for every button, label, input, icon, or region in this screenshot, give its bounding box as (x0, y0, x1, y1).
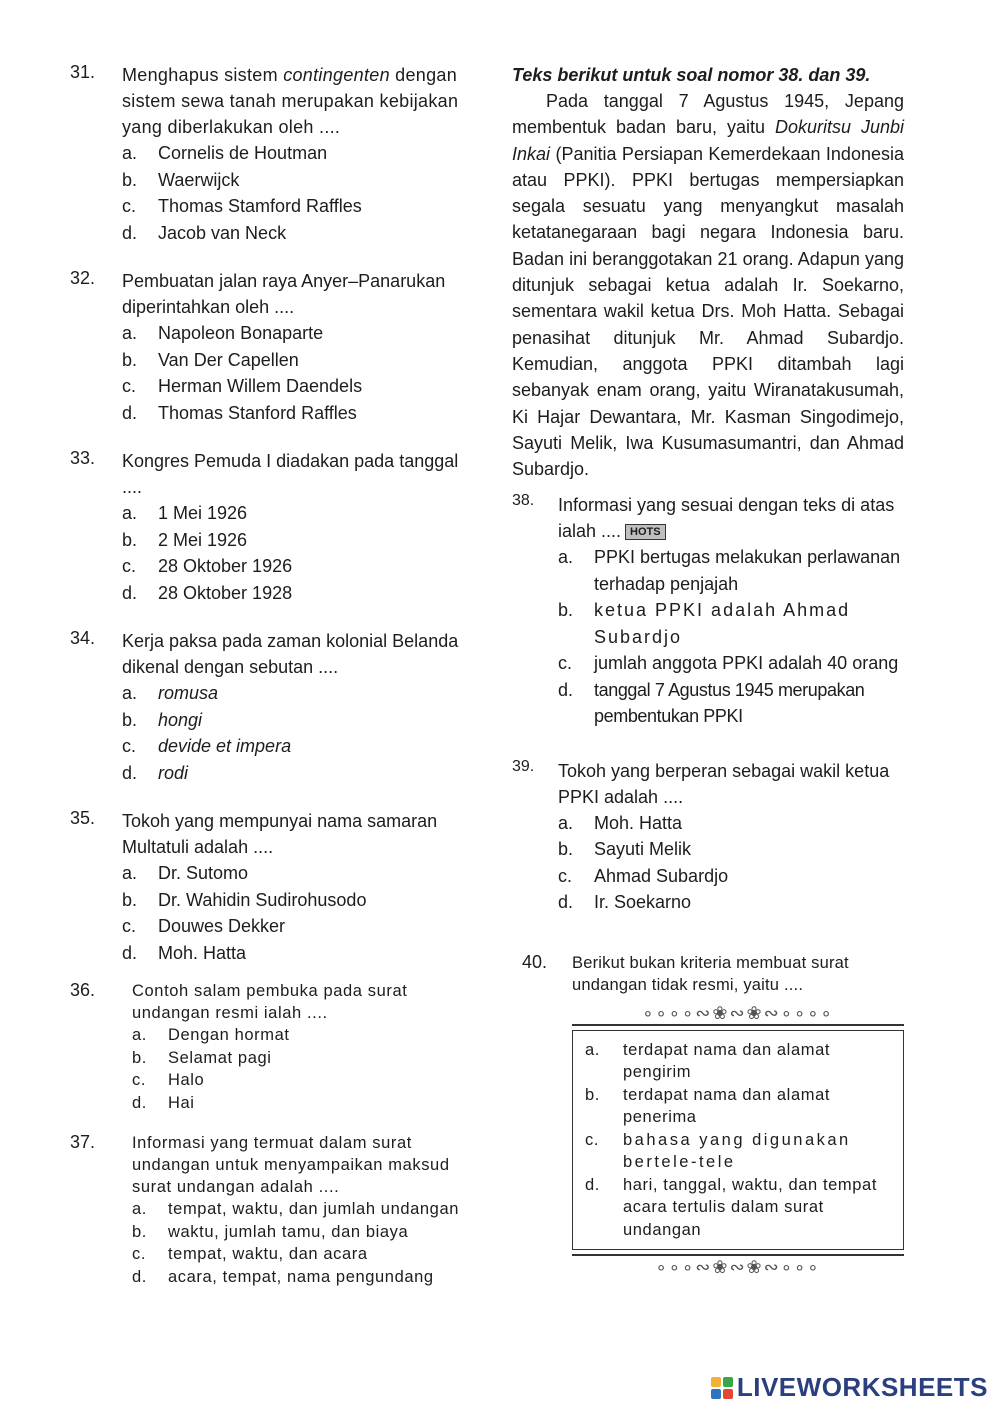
option-a[interactable] (132, 1198, 470, 1221)
question-text (558, 492, 904, 544)
option-text: waktu, jumlah tamu, dan biaya (168, 1222, 409, 1241)
option-letter: d. (122, 222, 138, 243)
option-letter: c. (122, 736, 137, 756)
option-text: Van Der Capellen (158, 349, 299, 370)
option-text: 2 Mei 1926 (158, 529, 248, 550)
option-text: Dr. Sutomo (158, 863, 249, 883)
question-number: 37. (70, 1132, 96, 1152)
option-a[interactable] (132, 1024, 470, 1047)
question-number: 38. (512, 492, 535, 510)
option-text: bahasa yang digunakan bertele-tele (623, 1130, 851, 1172)
option-letter: d. (122, 942, 138, 963)
option-letter: d. (122, 582, 138, 603)
option-text: Waerwijck (158, 169, 240, 190)
option-text: 28 Oktober 1926 (158, 556, 293, 576)
option-d[interactable] (132, 1266, 470, 1289)
option-text: Ahmad Subardjo (594, 865, 729, 886)
question-text: Tokoh yang berperan sebagai wakil ketua PPKI adalah .... (558, 760, 890, 807)
ornament-rule (572, 1024, 904, 1026)
option-letter: c. (558, 653, 573, 674)
question-text: Kerja paksa pada zaman kolonial Belanda dikenal dengan sebutan .... (122, 631, 459, 677)
question-text (122, 62, 470, 140)
option-text: tanggal 7 Agustus 1945 merupakan pembentukan PPKI (594, 679, 865, 727)
term-contingenten: contingenten (283, 65, 390, 85)
option-letter: d. (132, 1093, 147, 1112)
option-text: Hai (168, 1093, 195, 1112)
question-40 (512, 952, 904, 1279)
option-a[interactable] (122, 500, 470, 527)
logo-square (711, 1389, 721, 1399)
option-letter: d. (122, 762, 138, 783)
option-b[interactable] (132, 1221, 470, 1244)
option-b[interactable] (558, 836, 904, 863)
option-text: acara, tempat, nama pengundang (168, 1267, 434, 1286)
option-text: Moh. Hatta (594, 812, 683, 833)
option-text: tempat, waktu, dan jumlah undangan (168, 1200, 459, 1218)
liveworksheets-brand (711, 1372, 988, 1403)
question-38 (512, 492, 904, 730)
option-letter: a. (558, 547, 574, 568)
option-letter: d. (558, 892, 574, 913)
question-number: 31. (70, 62, 96, 82)
option-text: jumlah anggota PPKI adalah 40 orang (594, 653, 899, 674)
option-text: hongi (158, 709, 203, 730)
option-text: Halo (168, 1071, 205, 1089)
option-c[interactable] (558, 650, 904, 677)
question-text: Kongres Pemuda I diadakan pada tanggal .... (122, 451, 459, 497)
option-text: ketua PPKI adalah Ahmad Subardjo (594, 600, 851, 647)
left-column (70, 62, 470, 1288)
option-letter: d. (122, 402, 138, 423)
option-letter: c. (122, 916, 137, 936)
option-letter: b. (122, 169, 138, 190)
option-text: Napoleon Bonaparte (158, 323, 324, 343)
option-b[interactable] (122, 527, 470, 554)
question-32 (70, 268, 470, 426)
options-list (122, 140, 470, 246)
logo-square (711, 1377, 721, 1387)
option-letter: a. (558, 812, 574, 833)
option-c[interactable] (122, 913, 470, 940)
question-number: 35. (70, 808, 96, 828)
option-text: Dengan hormat (168, 1026, 290, 1044)
question-number: 39. (512, 757, 535, 775)
option-b[interactable] (122, 887, 470, 914)
option-a[interactable] (585, 1039, 891, 1084)
option-text: romusa (158, 683, 219, 703)
option-letter: c. (558, 865, 573, 886)
option-letter: b. (132, 1222, 147, 1241)
option-a[interactable] (122, 320, 470, 347)
option-letter: a. (132, 1200, 147, 1218)
option-letter: b. (122, 529, 138, 550)
passage-title: Teks berikut untuk soal nomor 38. dan 39. (512, 65, 871, 85)
option-a[interactable] (558, 544, 904, 597)
options-list (122, 320, 470, 426)
option-d[interactable] (132, 1092, 470, 1115)
options-list (132, 1198, 470, 1288)
option-letter: b. (122, 889, 138, 910)
option-a[interactable] (122, 860, 470, 887)
option-c[interactable] (585, 1129, 891, 1174)
option-letter: c. (122, 376, 137, 396)
question-number: 34. (70, 628, 96, 648)
option-c[interactable] (122, 733, 470, 760)
options-list (122, 860, 470, 966)
option-letter: c. (122, 556, 137, 576)
question-text: Contoh salam pembuka pada surat undangan resmi ialah .... (132, 982, 408, 1022)
question-text-part: dengan sistem sewa tanah merupakan kebijakan yang diberlakukan oleh .... (122, 65, 459, 137)
option-text: Selamat pagi (168, 1048, 272, 1067)
option-letter: b. (585, 1085, 600, 1104)
option-text: Ir. Soekarno (594, 892, 692, 913)
question-34 (70, 628, 470, 786)
option-letter: c. (132, 1245, 147, 1263)
logo-square (723, 1377, 733, 1387)
option-c[interactable] (132, 1069, 470, 1092)
question-31 (70, 62, 470, 246)
right-column (512, 62, 904, 1278)
option-text: Thomas Stanford Raffles (158, 402, 357, 423)
option-letter: d. (585, 1175, 600, 1194)
option-text: devide et impera (158, 736, 292, 756)
options-list (585, 1039, 891, 1242)
option-letter: a. (132, 1026, 147, 1044)
question-text: Informasi yang termuat dalam surat undangan untuk menyampaikan maksud surat undangan adalah .... (132, 1134, 450, 1196)
options-list (122, 500, 470, 606)
option-letter: c. (122, 196, 137, 216)
option-letter: d. (558, 679, 574, 700)
option-d[interactable] (122, 940, 470, 967)
question-number: 36. (70, 980, 96, 1000)
option-text: hari, tanggal, waktu, dan tempat acara tertulis dalam surat undangan (623, 1175, 878, 1239)
question-text: Berikut bukan kriteria membuat surat undangan tidak resmi, yaitu .... (572, 953, 849, 994)
option-d[interactable] (558, 889, 904, 916)
option-c[interactable] (122, 553, 470, 580)
option-c[interactable] (122, 373, 470, 400)
option-text: Douwes Dekker (158, 916, 286, 936)
option-text: Dr. Wahidin Sudirohusodo (158, 889, 367, 910)
question-number: 33. (70, 448, 96, 468)
option-d[interactable] (122, 580, 470, 607)
option-d[interactable] (558, 677, 904, 730)
passage-part: Pada tanggal 7 Agustus 1945, Jepang membentuk badan baru, yaitu (512, 91, 904, 138)
question-35 (70, 808, 470, 966)
option-letter: a. (122, 323, 138, 343)
liveworksheets-wordmark: LIVEWORKSHEETS (736, 1372, 988, 1402)
question-37 (70, 1132, 470, 1288)
option-text: Herman Willem Daendels (158, 376, 363, 396)
passage-text (512, 88, 904, 482)
liveworksheets-logo-icon (711, 1377, 733, 1399)
option-b[interactable] (122, 167, 470, 194)
option-d[interactable] (122, 760, 470, 787)
option-b[interactable] (558, 597, 904, 650)
ornament-bottom-icon: ∘∘∘∾❀∾❀∾∘∘∘ (655, 1257, 821, 1278)
question-33 (70, 448, 470, 606)
option-a[interactable] (558, 810, 904, 837)
option-letter: b. (122, 709, 138, 730)
option-letter: b. (122, 349, 138, 370)
option-a[interactable] (122, 140, 470, 167)
option-d[interactable] (585, 1174, 891, 1242)
option-d[interactable] (122, 400, 470, 427)
option-a[interactable] (122, 680, 470, 707)
passage-term: Dokuritsu Junbi Inkai (512, 117, 904, 164)
option-text: 1 Mei 1926 (158, 503, 248, 523)
option-letter: b. (558, 839, 574, 860)
option-b[interactable] (585, 1084, 891, 1129)
option-c[interactable] (132, 1243, 470, 1266)
question-text: Pembuatan jalan raya Anyer–Panarukan diperintahkan oleh .... (122, 271, 446, 317)
option-letter: a. (122, 863, 138, 883)
option-letter: b. (558, 600, 574, 621)
option-letter: a. (122, 143, 138, 163)
option-letter: c. (585, 1130, 600, 1149)
option-letter: a. (122, 503, 138, 523)
question-number: 32. (70, 268, 96, 288)
options-list (132, 1024, 470, 1114)
options-frame (572, 1002, 904, 1279)
option-text: Thomas Stamford Raffles (158, 196, 362, 216)
question-36 (70, 980, 470, 1114)
options-list (558, 544, 904, 730)
options-list (122, 680, 470, 786)
options-box (572, 1030, 904, 1251)
option-text: Moh. Hatta (158, 942, 247, 963)
option-text: tempat, waktu, dan acara (168, 1245, 368, 1263)
option-text: terdapat nama dan alamat penerima (623, 1085, 831, 1127)
question-text-part: Informasi yang sesuai dengan teks di atas ialah .... (558, 495, 895, 542)
hots-badge: HOTS (625, 524, 666, 540)
option-text: rodi (158, 762, 189, 783)
question-text: Tokoh yang mempunyai nama samaran Multatuli adalah .... (122, 811, 438, 857)
option-text: terdapat nama dan alamat pengirim (623, 1040, 831, 1082)
option-text: Sayuti Melik (594, 839, 692, 860)
option-c[interactable] (122, 193, 470, 220)
option-letter: c. (132, 1071, 147, 1089)
option-letter: b. (132, 1048, 147, 1067)
logo-square (723, 1389, 733, 1399)
option-letter: d. (132, 1267, 147, 1286)
option-d[interactable] (122, 220, 470, 247)
option-text: Jacob van Neck (158, 222, 287, 243)
question-number: 40. (522, 951, 548, 972)
option-text: PPKI bertugas melakukan perlawanan terhadap penjajah (594, 547, 901, 594)
option-text: Cornelis de Houtman (158, 143, 328, 163)
option-letter: a. (585, 1040, 600, 1059)
option-b[interactable] (132, 1047, 470, 1070)
options-list (558, 810, 904, 916)
option-c[interactable] (558, 863, 904, 890)
passage-part: (Panitia Persiapan Kemerdekaan Indonesia atau PPKI). PPKI bertugas mempersiapkan segala sesuatu yang menyangkut masalah ketatanegaraan bagi negara Indonesia baru. Badan ini beranggotakan 21 orang. Adapun yang ditunjuk sebagai ketua adalah Ir. Soekarno, sementara wakil ketua Drs. Moh Hatta. Sebagai penasihat ditunjuk Mr. Ahmad Subardjo. Kemudian, anggota PPKI ditambah lagi sebanyak enam orang, yaitu Wiranatakusumah, Ki Hajar Dewantara, Mr. Kasman Singodimejo, Sayuti Melik, Iwa Kusumasumantri, dan Ahmad Subardjo. (512, 143, 904, 480)
option-letter: a. (122, 683, 138, 703)
question-text-part: Menghapus sistem (122, 65, 284, 85)
option-b[interactable] (122, 707, 470, 734)
question-39 (512, 758, 904, 916)
option-text: 28 Oktober 1928 (158, 582, 293, 603)
ornament-top-icon: ∘∘∘∘∾❀∾❀∾∘∘∘∘ (642, 1002, 834, 1023)
option-b[interactable] (122, 347, 470, 374)
